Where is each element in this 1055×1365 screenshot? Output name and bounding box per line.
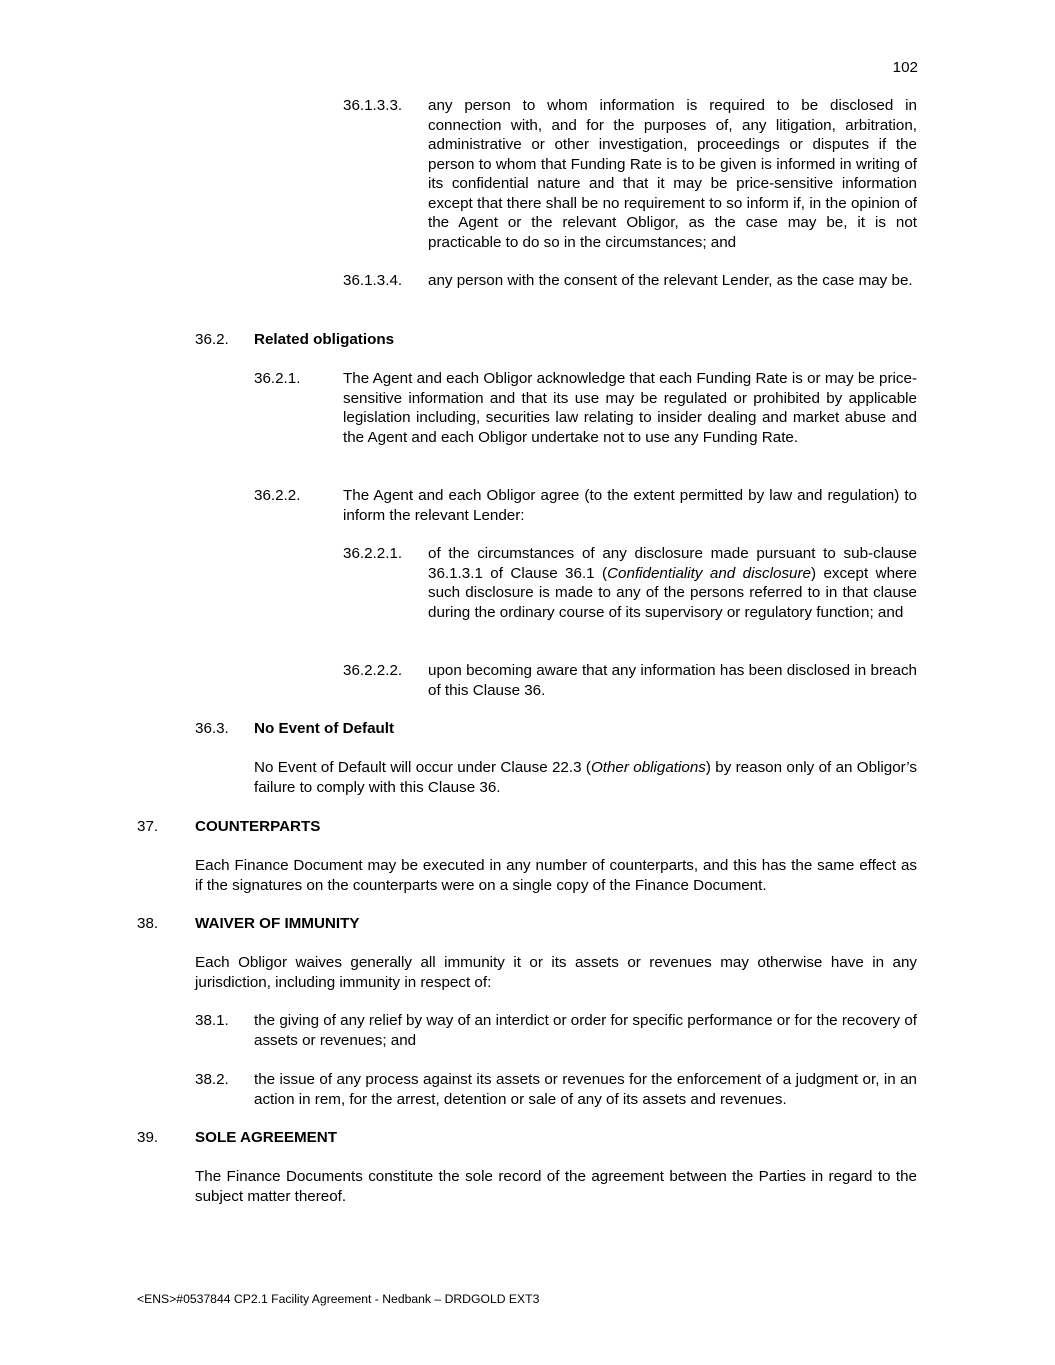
- clause-36-2-2: [0, 486, 1055, 528]
- heading-36-3: [0, 719, 1055, 739]
- heading-39: [0, 1128, 1055, 1148]
- clause-36-2-2-2: [0, 661, 1055, 703]
- clause-text-part: No Event of Default will occur under Clause 22.3 (: [254, 759, 591, 776]
- heading-number: 36.3.: [195, 720, 229, 737]
- heading-36-2: [0, 330, 1055, 350]
- clause-number: 36.1.3.4.: [343, 272, 403, 289]
- clause-38-2: [0, 1070, 1055, 1112]
- clause-text: Each Obligor waives generally all immunity it or its assets or revenues may otherwise have in any jurisdiction, including immunity in respect of:: [195, 954, 917, 991]
- clause-number: 36.1.3.3.: [343, 97, 403, 114]
- heading-title: No Event of Default: [254, 720, 395, 737]
- clause-number: 36.2.2.: [254, 487, 301, 504]
- clause-text: the issue of any process against its assets or revenues for the enforcement of a judgment or, in an action in rem, for the arrest, detention or sale of any of its assets and revenues.: [254, 1071, 917, 1108]
- clause-text-part: ) except where such disclosure is made to any of the persons referred to in that clause during the ordinary course of its supervisory or regulatory function; and: [428, 564, 917, 621]
- clause-text-part: of the circumstances of any disclosure made pursuant to sub-clause 36.1.3.1 of Clause 36.1 (: [428, 545, 917, 582]
- heading-37: [0, 817, 1055, 837]
- heading-number: 39.: [137, 1129, 159, 1146]
- clause-text-part: ) by reason only of an Obligor’s failure to comply with this Clause 36.: [254, 759, 917, 796]
- heading-number: 37.: [137, 818, 159, 835]
- clause-text: [428, 544, 917, 622]
- clause-text: The Agent and each Obligor acknowledge that each Funding Rate is or may be price-sensitive information and that its use may be regulated or prohibited by applicable legislation including, securities law relating to insider dealing and market abuse and the Agent and each Obligor undertake not to use any Funding Rate.: [343, 370, 917, 446]
- clause-38-body: [0, 953, 1055, 995]
- heading-title: Related obligations: [254, 331, 395, 348]
- clause-37-body: [0, 856, 1055, 898]
- clause-text-italic: Confidentiality and disclosure: [607, 564, 811, 582]
- clause-text: [254, 758, 917, 797]
- clause-number: 38.2.: [195, 1071, 229, 1088]
- clause-text: upon becoming aware that any information has been disclosed in breach of this Clause 36.: [428, 662, 917, 699]
- heading-title: COUNTERPARTS: [195, 818, 321, 835]
- clause-36-1-3-4: [0, 271, 1055, 313]
- clause-text: the giving of any relief by way of an interdict or order for specific performance or for the recovery of assets or revenues; and: [254, 1012, 917, 1049]
- clause-36-3-body: [0, 758, 1055, 800]
- clause-text: any person with the consent of the relevant Lender, as the case may be.: [428, 272, 913, 289]
- clause-36-2-2-1: [0, 544, 1055, 644]
- clause-number: 36.2.2.2.: [343, 662, 403, 679]
- clause-38-1: [0, 1011, 1055, 1053]
- clause-text: Each Finance Document may be executed in any number of counterparts, and this has the same effect as if the signatures on the counterparts were on a single copy of the Finance Document.: [195, 857, 917, 894]
- clause-number: 36.2.1.: [254, 370, 301, 387]
- heading-38: [0, 914, 1055, 934]
- heading-number: 36.2.: [195, 331, 229, 348]
- document-footer: <ENS>#0537844 CP2.1 Facility Agreement - Nedbank – DRDGOLD EXT3: [137, 1292, 540, 1306]
- heading-number: 38.: [137, 915, 159, 932]
- clause-text: The Finance Documents constitute the sole record of the agreement between the Parties in regard to the subject matter thereof.: [195, 1168, 917, 1205]
- clause-number: 38.1.: [195, 1012, 229, 1029]
- clause-36-2-1: [0, 369, 1055, 469]
- clause-39-body: [0, 1167, 1055, 1209]
- clause-number: 36.2.2.1.: [343, 545, 403, 562]
- page-number: 102: [892, 59, 918, 76]
- clause-text: The Agent and each Obligor agree (to the extent permitted by law and regulation) to inform the relevant Lender:: [343, 487, 917, 524]
- heading-title: WAIVER OF IMMUNITY: [195, 915, 360, 932]
- clause-36-1-3-3: [0, 96, 1055, 256]
- clause-text: any person to whom information is required to be disclosed in connection with, and for the purposes of, any litigation, arbitration, administrative or other investigation, proceedings or disputes if the person to whom that Funding Rate is to be given is informed in writing of its confidential nature and that it may be price-sensitive information except that there shall be no requirement to so inform if, in the opinion of the Agent or the relevant Obligor, as the case may be, it is not practicable to do so in the circumstances; and: [428, 97, 917, 251]
- heading-title: SOLE AGREEMENT: [195, 1129, 338, 1146]
- clause-text-italic: Other obligations: [590, 759, 706, 776]
